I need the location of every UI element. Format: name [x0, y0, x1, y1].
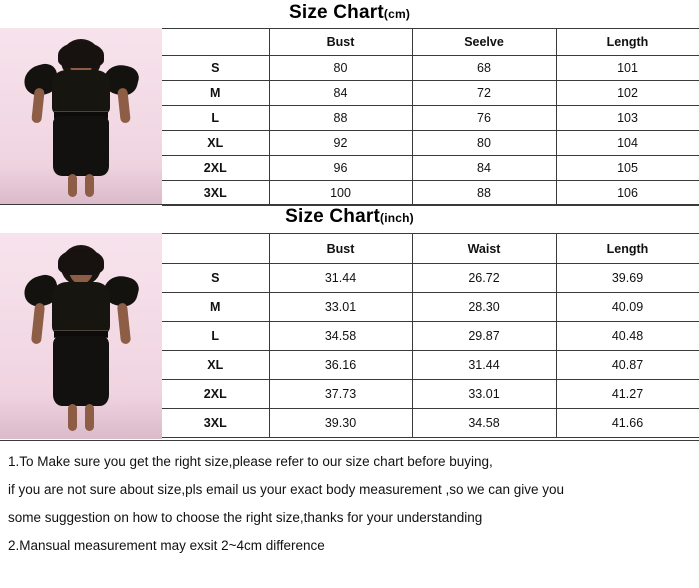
- column-header-sleeve-cm: Seelve: [412, 29, 556, 56]
- cell-bust: 80: [269, 56, 412, 81]
- column-header-waist-inch: Waist: [412, 234, 556, 264]
- note-line-1: 1.To Make sure you get the right size,please refer to our size chart before buying,: [8, 454, 493, 469]
- table-row: [162, 409, 699, 438]
- cell-waist: 26.72: [412, 264, 556, 293]
- cell-length: 102: [556, 81, 699, 106]
- cell-waist: 34.58: [412, 409, 556, 438]
- cell-waist: 33.01: [412, 380, 556, 409]
- title-unit-inch: (inch): [380, 211, 414, 225]
- note-line-3: some suggestion on how to choose the right size,thanks for your understanding: [8, 509, 483, 525]
- cell-sleeve: 88: [412, 181, 556, 206]
- cell-length: 39.69: [556, 264, 699, 293]
- cell-size: M: [162, 81, 269, 106]
- cell-length: 40.09: [556, 293, 699, 322]
- size-table-wrapper-cm: [0, 28, 699, 204]
- cell-waist: 28.30: [412, 293, 556, 322]
- column-header-length-inch: Length: [556, 234, 699, 264]
- cell-bust: 92: [269, 131, 412, 156]
- cell-size: 3XL: [162, 409, 269, 438]
- size-table-cm: [162, 28, 699, 206]
- cell-bust: 39.30: [269, 409, 412, 438]
- column-header-bust-cm: Bust: [269, 29, 412, 56]
- cell-length: 105: [556, 156, 699, 181]
- cell-waist: 29.87: [412, 322, 556, 351]
- cell-length: 106: [556, 181, 699, 206]
- cell-waist: 31.44: [412, 351, 556, 380]
- cell-sleeve: 76: [412, 106, 556, 131]
- cell-bust: 84: [269, 81, 412, 106]
- cell-bust: 100: [269, 181, 412, 206]
- cell-size: XL: [162, 351, 269, 380]
- cell-length: 41.27: [556, 380, 699, 409]
- table-row: [162, 156, 699, 181]
- cell-bust: 34.58: [269, 322, 412, 351]
- title-text-cm: Size Chart: [288, 2, 384, 23]
- title-unit-cm: (cm): [383, 7, 411, 21]
- cell-bust: 37.73: [269, 380, 412, 409]
- size-table-wrapper-inch: [0, 233, 699, 439]
- cell-size: XL: [162, 131, 269, 156]
- cell-length: 41.66: [556, 409, 699, 438]
- cell-size: M: [162, 293, 269, 322]
- cell-size: L: [162, 106, 269, 131]
- cell-length: 103: [556, 106, 699, 131]
- cell-sleeve: 84: [412, 156, 556, 181]
- table-row: [162, 56, 699, 81]
- cell-sleeve: 68: [412, 56, 556, 81]
- page-title-inch: [0, 204, 699, 232]
- size-table-inch: [162, 233, 699, 438]
- cell-length: 40.48: [556, 322, 699, 351]
- table-row: [162, 380, 699, 409]
- table-row: [162, 181, 699, 206]
- cell-bust: 88: [269, 106, 412, 131]
- cell-size: 3XL: [162, 181, 269, 206]
- cell-bust: 31.44: [269, 264, 412, 293]
- table-row: [162, 293, 699, 322]
- title-text-inch: Size Chart: [285, 206, 381, 227]
- cell-length: 101: [556, 56, 699, 81]
- table-row: [162, 131, 699, 156]
- cell-bust: 33.01: [269, 293, 412, 322]
- cell-sleeve: 80: [412, 131, 556, 156]
- note-line-2: if you are not sure about size,pls email us your exact body measurement ,so we can give you: [8, 481, 565, 497]
- table-row: [162, 81, 699, 106]
- table-row: [162, 322, 699, 351]
- size-chart-section-inch: [0, 204, 699, 439]
- cell-bust: 96: [269, 156, 412, 181]
- cell-length: 104: [556, 131, 699, 156]
- size-chart-section-cm: [0, 0, 699, 204]
- table-header-row-inch: [162, 234, 699, 264]
- page-title-cm: [0, 0, 699, 28]
- notes-section: [0, 440, 699, 588]
- cell-size: S: [162, 56, 269, 81]
- table-header-row-cm: [162, 29, 699, 56]
- cell-size: 2XL: [162, 380, 269, 409]
- table-row: [162, 351, 699, 380]
- column-header-size-cm: [162, 29, 269, 56]
- cell-bust: 36.16: [269, 351, 412, 380]
- column-header-length-cm: Length: [556, 29, 699, 56]
- column-header-bust-inch: Bust: [269, 234, 412, 264]
- table-row: [162, 106, 699, 131]
- table-row: [162, 264, 699, 293]
- note-line-4: 2.Mansual measurement may exsit 2~4cm difference: [8, 537, 325, 553]
- cell-size: 2XL: [162, 156, 269, 181]
- column-header-size-inch: [162, 234, 269, 264]
- cell-size: L: [162, 322, 269, 351]
- cell-length: 40.87: [556, 351, 699, 380]
- cell-size: S: [162, 264, 269, 293]
- cell-sleeve: 72: [412, 81, 556, 106]
